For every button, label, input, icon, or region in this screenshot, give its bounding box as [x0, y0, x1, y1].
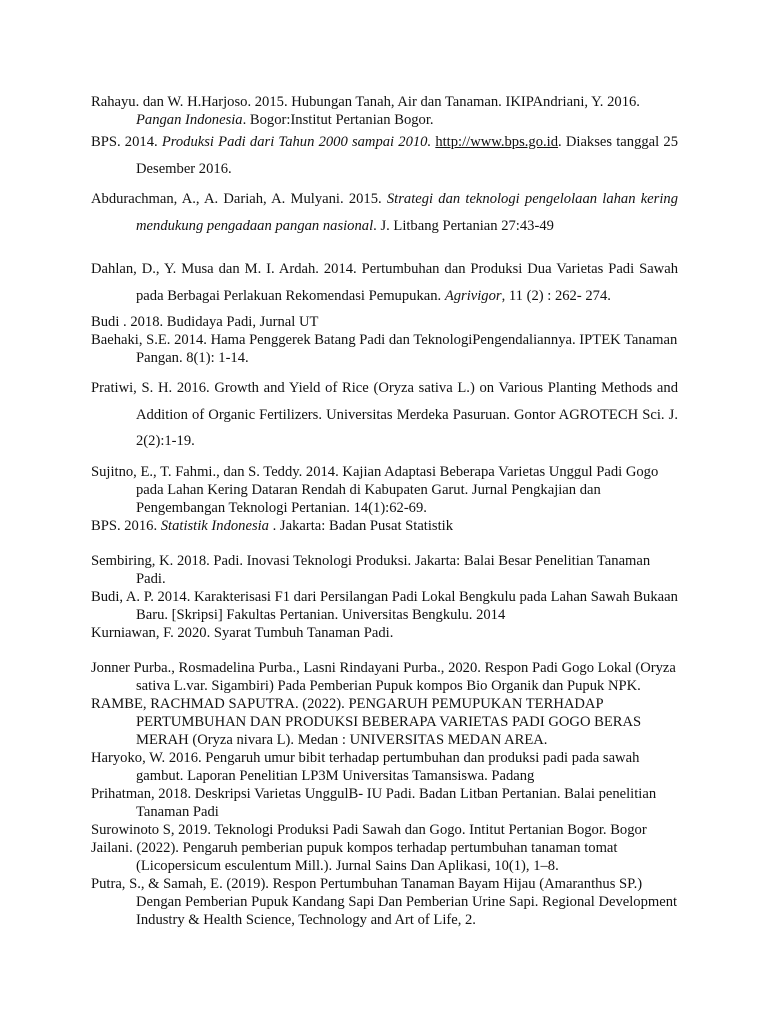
reference-sujitno-2014: Sujitno, E., T. Fahmi., dan S. Teddy. 2014. Kajian Adaptasi Beberapa Varietas Unggul Padi Gogo pada Lahan Kering Dataran Rendah di Kabupaten Garut. Jurnal Pengkajian dan Pengembangan Teknologi Pertanian. 14(1):62-69. — [91, 463, 659, 516]
reference-sembiring-2018: Sembiring, K. 2018. Padi. Inovasi Teknologi Produksi. Jakarta: Balai Besar Penelitian Tanaman Padi. — [91, 552, 651, 587]
reference-bps-2014: BPS. 2014. Produksi Padi dari Tahun 2000 sampai 2010. http://www.bps.go.id. Diakses tanggal 25 Desember 2016. — [91, 134, 678, 177]
reference-prihatman-2018: Prihatman, 2018. Deskripsi Varietas UnggulB- IU Padi. Badan Litban Pertanian. Balai penelitian Tanaman Padi — [91, 785, 657, 820]
reference-budi-2018: Budi . 2018. Budidaya Padi, Jurnal UT — [91, 314, 319, 330]
reference-list — [91, 93, 678, 929]
reference-pratiwi-2016: Pratiwi, S. H. 2016. Growth and Yield of Rice (Oryza sativa L.) on Various Planting Methods and Addition of Organic Fertilizers. Universitas Merdeka Pasuruan. Gontor AGROTECH Sci. J. 2(2):1-19. — [91, 380, 678, 449]
bps-link[interactable]: http://www.bps.go.id — [435, 134, 559, 150]
reference-dahlan-2014: Dahlan, D., Y. Musa dan M. I. Ardah. 2014. Pertumbuhan dan Produksi Dua Varietas Padi Sawah pada Berbagai Perlakuan Rekomendasi Pemupukan. Agrivigor, 11 (2) : 262- 274. — [91, 261, 678, 304]
reference-title: Agrivigor — [444, 287, 502, 304]
reference-title: Strategi dan teknologi pengelolaan lahan kering mendukung pengadaan pangan nasional — [136, 191, 678, 234]
reference-title: Pangan Indonesia — [136, 112, 243, 128]
reference-kurniawan-2020: Kurniawan, F. 2020. Syarat Tumbuh Tanaman Padi. — [91, 624, 394, 641]
reference-rahayu-2015: Rahayu. dan W. H.Harjoso. 2015. Hubungan Tanah, Air dan Tanaman. IKIPAndriani, Y. 2016. Pangan Indonesia. Bogor:Institut Pertanian Bogor. — [91, 94, 640, 128]
reference-putra-2019: Putra, S., & Samah, E. (2019). Respon Pertumbuhan Tanaman Bayam Hijau (Amaranthus SP.) Dengan Pemberian Pupuk Kandang Sapi Dan Pemberian Urine Sapi. Regional Development Industry & Health Science, Technology and Art of Life, 2. — [91, 875, 678, 928]
reference-title: Statistik Indonesia — [160, 517, 269, 534]
reference-title: Produksi Padi dari Tahun 2000 sampai 2010. — [161, 134, 432, 150]
reference-budi-2014: Budi, A. P. 2014. Karakterisasi F1 dari Persilangan Padi Lokal Bengkulu pada Lahan Sawah Bukaan Baru. [Skripsi] Fakultas Pertanian. Universitas Bengkulu. 2014 — [91, 588, 678, 623]
reference-rambe-2022: RAMBE, RACHMAD SAPUTRA. (2022). PENGARUH PEMUPUKAN TERHADAP PERTUMBUHAN DAN PRODUKSI BEBERAPA VARIETAS PADI GOGO BERAS MERAH (Oryza nivara L). Medan : UNIVERSITAS MEDAN AREA. — [91, 695, 642, 748]
reference-haryoko-2016: Haryoko, W. 2016. Pengaruh umur bibit terhadap pertumbuhan dan produksi padi pada sawah gambut. Laporan Penelitian LP3M Universitas Tamansiswa. Padang — [91, 749, 640, 784]
reference-baehaki-2014: Baehaki, S.E. 2014. Hama Penggerek Batang Padi dan TeknologiPengendaliannya. IPTEK Tanaman Pangan. 8(1): 1-14. — [91, 332, 678, 366]
reference-jailani-2022: Jailani. (2022). Pengaruh pemberian pupuk kompos terhadap pertumbuhan tanaman tomat (Licopersicum esculentum Mill.). Jurnal Sains Dan Aplikasi, 10(1), 1–8. — [91, 839, 618, 874]
reference-bps-2016: BPS. 2016. Statistik Indonesia . Jakarta: Badan Pusat Statistik — [91, 517, 454, 534]
reference-purba-2020: Jonner Purba., Rosmadelina Purba., Lasni Rindayani Purba., 2020. Respon Padi Gogo Lokal (Oryza sativa L.var. Sigambiri) Pada Pemberian Pupuk kompos Bio Organik dan Pupuk NPK. — [91, 659, 676, 694]
reference-surowinoto-2019: Surowinoto S, 2019. Teknologi Produksi Padi Sawah dan Gogo. Intitut Pertanian Bogor. Bogor — [91, 821, 647, 838]
reference-abdurachman-2015: Abdurachman, A., A. Dariah, A. Mulyani. 2015. Strategi dan teknologi pengelolaan lahan kering mendukung pengadaan pangan nasional. J. Litbang Pertanian 27:43-49 — [91, 191, 678, 234]
